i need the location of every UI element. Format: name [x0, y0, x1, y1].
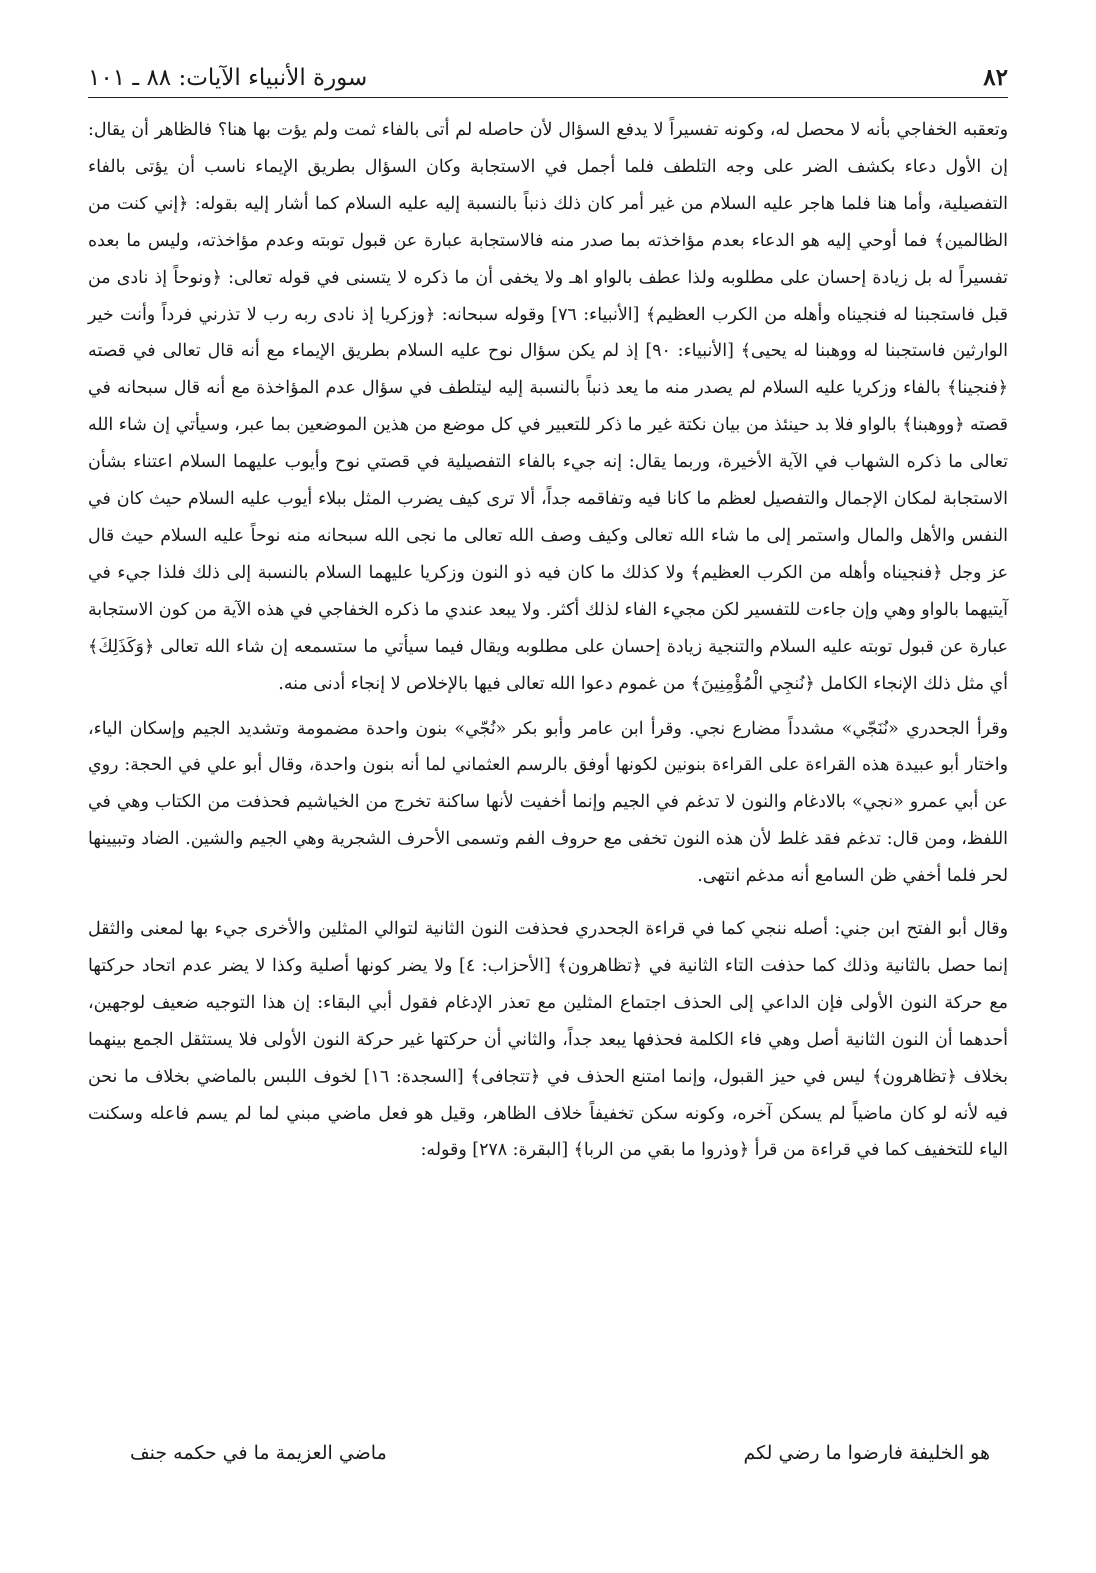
poetry-verse [130, 1442, 990, 1464]
verse-first-hemistich: هو الخليفة فارضوا ما رضي لكم [743, 1442, 990, 1464]
page-number: ٨٢ [983, 64, 1008, 91]
paragraph: وقرأ الجحدري «نُنَجّي» مشدداً مضارع نجي. وقرأ ابن عامر وأبو بكر «نُجّي» بنون واحدة مضمومة وتشديد الجيم وإسكان الياء، واختار أبو عبيدة هذه القراءة على القراءة بنونين لكونها أوفق بالرسم العثماني لما أنه بنون واحدة، وقال أبو علي في الحجة: روي عن أبي عمرو «نجي» بالادغام والنون لا تدغم في الجيم وإنما أخفيت لأنها ساكنة تخرج من الخياشيم فحذفت من الكتاب وهي في اللفظ، ومن قال: تدغم فقد غلط لأن هذه النون تخفى مع حروف الفم وتسمى الأحرف الشجرية وهي الجيم والشين. الضاد وتبيينها لحر فلما أخفي ظن السامع أنه مدغم انتهى. [88, 718, 1008, 887]
commentary-body [88, 112, 1008, 1169]
paragraph: وتعقبه الخفاجي بأنه لا محصل له، وكونه تفسيراً لا يدفع السؤال لأن حاصله لم أتى بالفاء ثمت ولم يؤت بها هنا؟ فالظاهر أن يقال: إن الأول دعاء بكشف الضر على وجه التلطف فلما أجمل في الاستجابة وكان السؤال بطريق الإيماء ناسب أن يؤتى بالفاء التفصيلية، وأما هنا فلما هاجر عليه السلام من غير أمر كان ذلك ذنباً بالنسبة إليه عليه السلام كما أشار إليه بقوله: ﴿إني كنت من الظالمين﴾ فما أوحي إليه هو الدعاء بعدم مؤاخذته بما صدر منه فالاستجابة عبارة عن قبول توبته وعدم مؤاخذته، وليس ما بعده تفسيراً له بل زيادة إحسان على مطلوبه ولذا عطف بالواو اهـ ولا يخفى أن ما ذكره لا يتسنى في قوله تعالى: ﴿ونوحاً إذ نادى من قبل فاستجبنا له فنجيناه وأهله من الكرب العظيم﴾ [الأنبياء: ٧٦] وقوله سبحانه: ﴿وزكريا إذ نادى ربه رب لا تذرني فرداً وأنت خير الوارثين فاستجبنا له ووهبنا له يحيى﴾ [الأنبياء: ٩٠] إذ لم يكن سؤال نوح عليه السلام بطريق الإيماء مع أنه قال تعالى في قصته ﴿فنجينا﴾ بالفاء وزكريا عليه السلام لم يصدر منه ما يعد ذنباً بالنسبة إليه ليتلطف في سؤال عدم المؤاخذة مع أنه قال سبحانه في قصته ﴿ووهبنا﴾ بالواو فلا بد حينئذ من بيان نكتة غير ما ذكر للتعبير في كل موضع من هذين الموضعين بما عبر، وسيأتي إن شاء الله تعالى ما ذكره الشهاب في الآية الأخيرة، وربما يقال: إنه جيء بالفاء التفصيلية في قصتي نوح وأيوب عليهما السلام اعتناء بشأن الاستجابة لمكان الإجمال والتفصيل لعظم ما كانا فيه وتفاقمه جداً، ألا ترى كيف يضرب المثل ببلاء أيوب عليه السلام حيث كان في النفس والأهل والمال واستمر إلى ما شاء الله تعالى وكيف وصف الله تعالى ما نجى الله سبحانه منه نوحاً عليه السلام حيث قال عز وجل ﴿فنجيناه وأهله من الكرب العظيم﴾ ولا كذلك ما كان فيه ذو النون وزكريا عليهما السلام بالنسبة إلى ذلك فلذا جيء في آيتيهما بالواو وهي وإن جاءت للتفسير لكن مجيء الفاء لذلك أكثر. ولا يبعد عندي ما ذكره الخفاجي في هذه الآية من كون الاستجابة عبارة عن قبول توبته عليه السلام والتنجية زيادة إحسان على مطلوبه ويقال فيما سيأتي ما ستسمعه إن شاء الله تعالى ﴿وَكَذَلِكَ﴾ أي مثل ذلك الإنجاء الكامل ﴿نُنجِي الْمُؤْمِنِينَ﴾ من غموم دعوا الله تعالى فيها بالإخلاص لا إنجاء أدنى منه. [88, 120, 1009, 694]
running-title: سورة الأنبياء الآيات: ٨٨ ـ ١٠١ [88, 65, 368, 91]
page-header [88, 58, 1008, 98]
paragraph: وقال أبو الفتح ابن جني: أصله ننجي كما في قراءة الجحدري فحذفت النون الثانية لتوالي المثلين والأخرى جيء بها لمعنى والثقل إنما حصل بالثانية وذلك كما حذفت التاء الثانية في ﴿تظاهرون﴾ [الأحزاب: ٤] ولا يضر كونها أصلية وكذا لا يضر عدم اتحاد حركتها مع حركة النون الأولى فإن الداعي إلى الحذف اجتماع المثلين مع تعذر الإدغام فقول أبي البقاء: إن هذا التوجيه ضعيف لوجهين، أحدهما أن النون الثانية أصل وهي فاء الكلمة فحذفها يبعد جداً، والثاني أن حركتها غير حركة النون الأولى فلا يستثقل الجمع بينهما بخلاف ﴿تظاهرون﴾ ليس في حيز القبول، وإنما امتنع الحذف في ﴿تتجافى﴾ [السجدة: ١٦] لخوف اللبس بالماضي بخلاف ما نحن فيه لأنه لو كان ماضياً لم يسكن آخره، وكونه سكن تخفيفاً خلاف الظاهر، وقيل هو فعل ماضي مبني لما لم يسم فاعله وسكنت الياء للتخفيف كما في قراءة من قرأ ﴿وذروا ما بقي من الربا﴾ [البقرة: ٢٧٨] وقوله: [88, 919, 1008, 1161]
verse-second-hemistich: ماضي العزيمة ما في حكمه جنف [130, 1442, 387, 1464]
